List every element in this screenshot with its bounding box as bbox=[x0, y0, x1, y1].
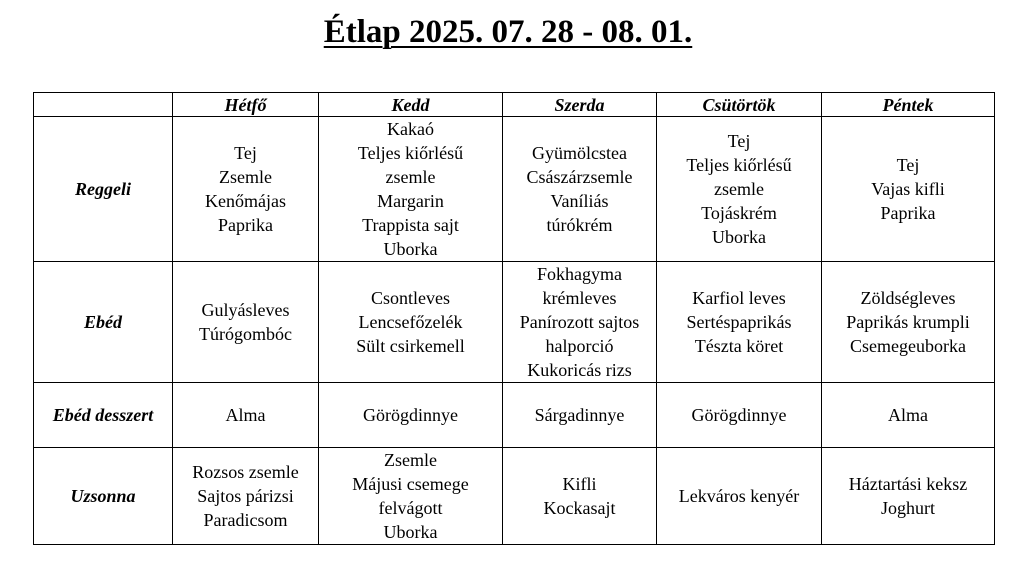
menu-cell bbox=[503, 262, 657, 383]
menu-cell bbox=[319, 383, 503, 448]
menu-cell bbox=[503, 117, 657, 262]
menu-item: Vajas kifli bbox=[871, 179, 945, 199]
menu-item: Fokhagyma bbox=[537, 264, 622, 284]
menu-item: Görögdinnye bbox=[691, 405, 787, 425]
menu-cell bbox=[173, 448, 319, 545]
menu-item: Görögdinnye bbox=[363, 405, 458, 425]
menu-item: Háztartási keksz bbox=[848, 474, 968, 494]
menu-cell bbox=[503, 448, 657, 545]
menu-cell bbox=[503, 383, 657, 448]
menu-item: felvágott bbox=[378, 498, 443, 518]
menu-item: Trappista sajt bbox=[362, 215, 459, 235]
menu-cell bbox=[822, 262, 995, 383]
menu-cell bbox=[657, 262, 822, 383]
menu-cell bbox=[822, 448, 995, 545]
menu-item: Sárgadinnye bbox=[534, 405, 625, 425]
menu-cell bbox=[822, 383, 995, 448]
meal-label: Ebéd bbox=[34, 262, 173, 383]
menu-item: Tej bbox=[896, 155, 920, 175]
menu-cell bbox=[173, 117, 319, 262]
menu-cell bbox=[657, 383, 822, 448]
header-row bbox=[34, 93, 995, 117]
menu-item: Kifli bbox=[562, 474, 597, 494]
corner-cell bbox=[34, 93, 173, 117]
menu-item: Uborka bbox=[383, 239, 438, 259]
menu-item: krémleves bbox=[542, 288, 617, 308]
menu-item: Gyümölcstea bbox=[532, 143, 627, 163]
menu-table bbox=[33, 92, 995, 545]
meal-row-ebed bbox=[34, 262, 995, 383]
menu-item: Csontleves bbox=[371, 288, 450, 308]
meal-label: Uzsonna bbox=[34, 448, 173, 545]
menu-item: zsemle bbox=[714, 179, 764, 199]
menu-cell bbox=[173, 262, 319, 383]
meal-label: Ebéd desszert bbox=[34, 383, 173, 448]
day-header-szerda: Szerda bbox=[503, 93, 657, 117]
menu-item: Joghurt bbox=[881, 498, 935, 518]
day-header-kedd: Kedd bbox=[319, 93, 503, 117]
menu-item: Teljes kiőrlésű bbox=[357, 143, 464, 163]
menu-item: Paprika bbox=[880, 203, 936, 223]
menu-item: Lekváros kenyér bbox=[678, 486, 800, 506]
menu-cell bbox=[173, 383, 319, 448]
menu-item: Túrógombóc bbox=[199, 324, 292, 344]
menu-item: Karfiol leves bbox=[692, 288, 786, 308]
menu-item: Uborka bbox=[383, 522, 438, 542]
meal-row-ebed-desszert bbox=[34, 383, 995, 448]
menu-item: Zsemle bbox=[219, 167, 272, 187]
menu-item: Sült csirkemell bbox=[356, 336, 465, 356]
menu-item: Vaníliás bbox=[550, 191, 609, 211]
menu-item: Paprikás krumpli bbox=[846, 312, 970, 332]
menu-item: Teljes kiőrlésű bbox=[686, 155, 792, 175]
menu-cell bbox=[657, 117, 822, 262]
meal-row-uzsonna bbox=[34, 448, 995, 545]
menu-item: Tészta köret bbox=[694, 336, 784, 356]
menu-item: zsemle bbox=[385, 167, 436, 187]
menu-item: Tojáskrém bbox=[701, 203, 777, 223]
menu-item: Kakaó bbox=[387, 119, 434, 139]
day-header-hetfo: Hétfő bbox=[173, 93, 319, 117]
menu-item: Rozsos zsemle bbox=[192, 462, 299, 482]
menu-item: Kukoricás rizs bbox=[527, 360, 632, 380]
menu-cell bbox=[319, 448, 503, 545]
day-header-pentek: Péntek bbox=[822, 93, 995, 117]
menu-item: Alma bbox=[225, 405, 266, 425]
menu-item: Csemegeuborka bbox=[850, 336, 966, 356]
menu-cell bbox=[319, 117, 503, 262]
menu-item: Gulyásleves bbox=[201, 300, 290, 320]
menu-item: Alma bbox=[888, 405, 928, 425]
menu-item: halporció bbox=[545, 336, 614, 356]
meal-row-reggeli bbox=[34, 117, 995, 262]
menu-item: Zöldségleves bbox=[860, 288, 956, 308]
menu-item: Tej bbox=[234, 143, 257, 163]
menu-item: Kenőmájas bbox=[205, 191, 286, 211]
menu-item: Panírozott sajtos bbox=[519, 312, 640, 332]
day-header-csutortok: Csütörtök bbox=[657, 93, 822, 117]
menu-item: Sajtos párizsi bbox=[197, 486, 294, 506]
menu-item: Kockasajt bbox=[543, 498, 616, 518]
menu-item: Paradicsom bbox=[203, 510, 288, 530]
menu-cell bbox=[822, 117, 995, 262]
menu-item: Császárzsemle bbox=[526, 167, 633, 187]
menu-item: Zsemle bbox=[384, 450, 437, 470]
menu-item: Uborka bbox=[712, 227, 766, 247]
page-title: Étlap 2025. 07. 28 - 08. 01. bbox=[323, 14, 693, 50]
menu-item: Margarin bbox=[377, 191, 444, 211]
menu-item: Lencsefőzelék bbox=[358, 312, 463, 332]
menu-cell bbox=[319, 262, 503, 383]
menu-cell bbox=[657, 448, 822, 545]
meal-label: Reggeli bbox=[34, 117, 173, 262]
menu-item: Sertéspaprikás bbox=[686, 312, 792, 332]
menu-item: Májusi csemege bbox=[352, 474, 469, 494]
menu-item: Paprika bbox=[218, 215, 273, 235]
menu-item: Tej bbox=[727, 131, 751, 151]
menu-item: túrókrém bbox=[546, 215, 613, 235]
